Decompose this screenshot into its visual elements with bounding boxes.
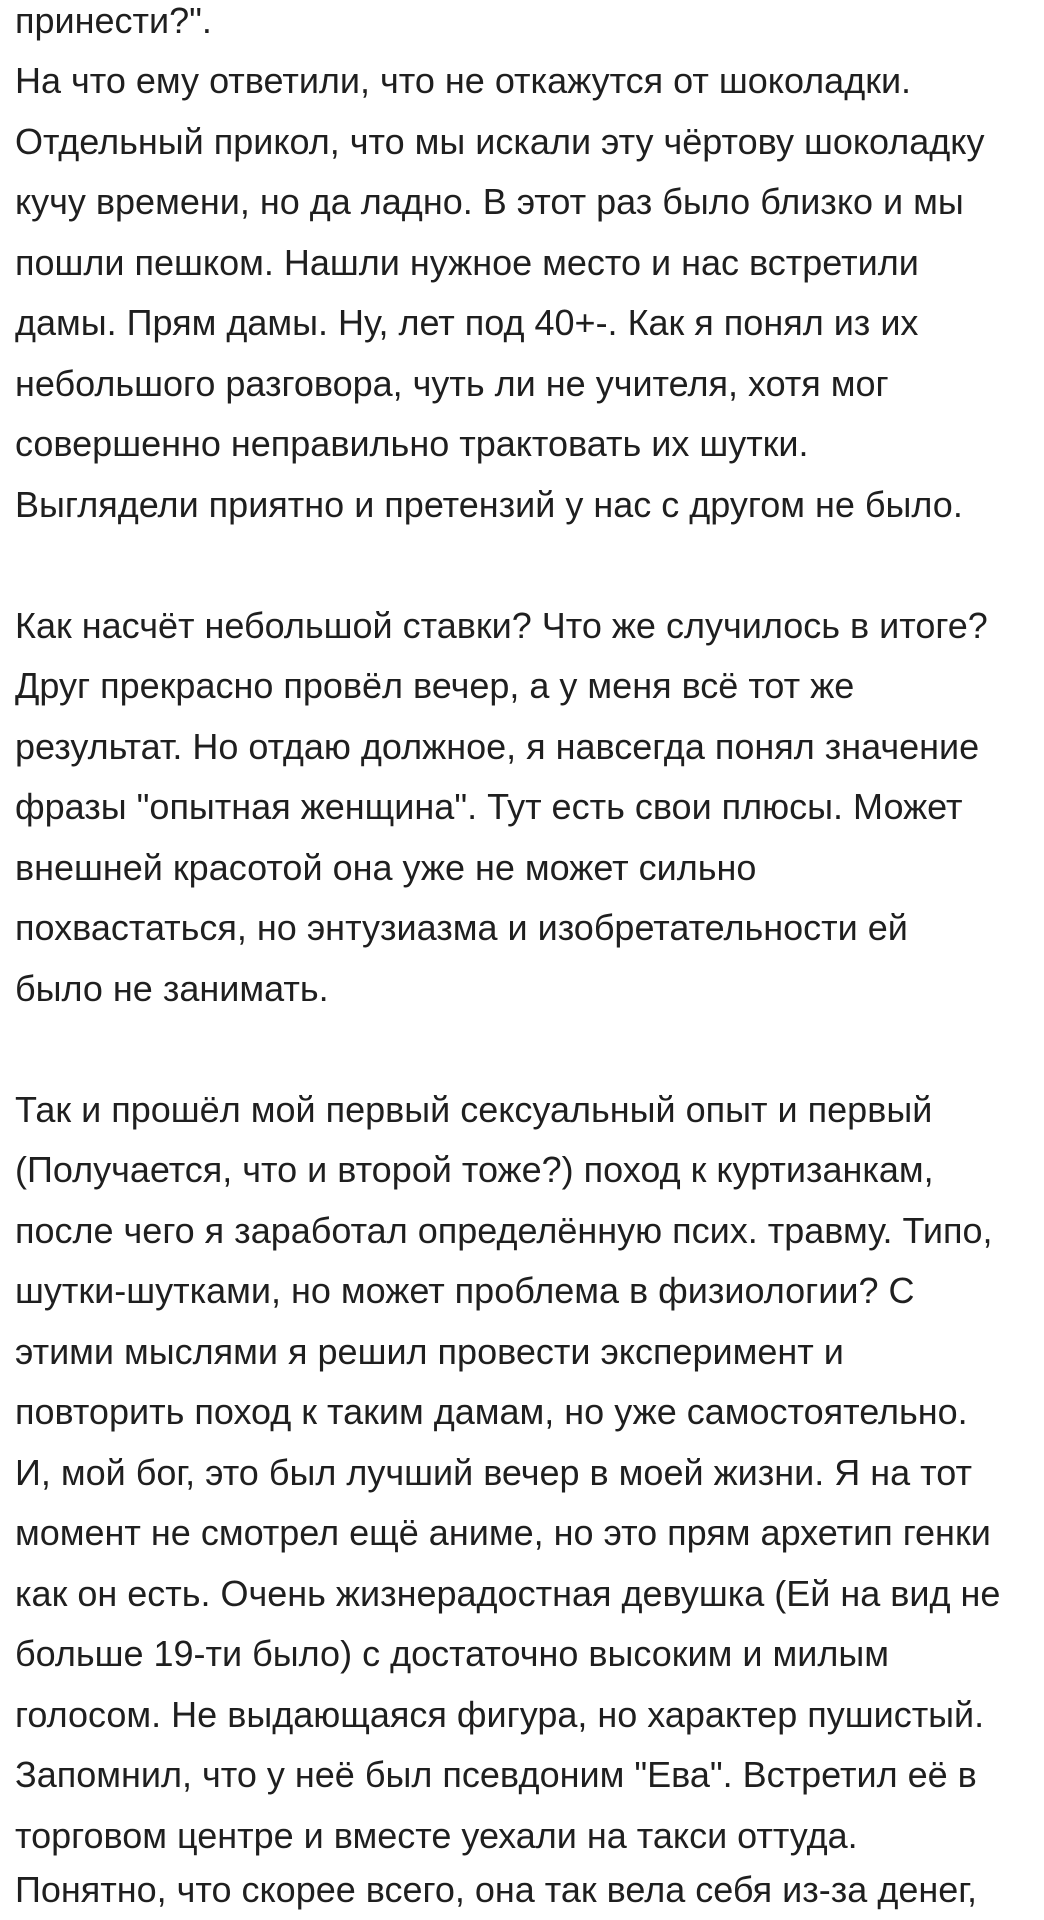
text-line: дамы. Прям дамы. Ну, лет под 40+-. Как я понял из их: [15, 302, 919, 343]
text-line: голосом. Не выдающаяся фигура, но характер пушистый.: [15, 1694, 985, 1735]
text-line: Запомнил, что у неё был псевдоним "Ева". Встретил её в: [15, 1754, 977, 1795]
text-line: повторить поход к таким дамам, но уже самостоятельно.: [15, 1391, 968, 1432]
text-line: похвастаться, но энтузиазма и изобретательности ей: [15, 907, 908, 948]
text-line: результат. Но отдаю должное, я навсегда понял значение: [15, 726, 980, 767]
text-line: больше 19-ти было) с достаточно высоким и милым: [15, 1633, 890, 1674]
text-line: шутки-шутками, но может проблема в физиологии? С: [15, 1270, 915, 1311]
text-line: Так и прошёл мой первый сексуальный опыт и первый: [15, 1089, 933, 1130]
text-line: после чего я заработал определённую псих. травму. Типо,: [15, 1210, 993, 1251]
text-line: пошли пешком. Нашли нужное место и нас встретили: [15, 242, 919, 283]
text-line: Друг прекрасно провёл вечер, а у меня всё тот же: [15, 665, 855, 706]
text-line: этими мыслями я решил провести эксперимент и: [15, 1331, 844, 1372]
text-line: совершенно неправильно трактовать их шутки.: [15, 423, 809, 464]
text-line: Как насчёт небольшой ставки? Что же случилось в итоге?: [15, 605, 988, 646]
text-line: принести?".: [15, 0, 212, 41]
text-line: кучу времени, но да ладно. В этот раз было близко и мы: [15, 181, 964, 222]
text-line: фразы "опытная женщина". Тут есть свои плюсы. Может: [15, 786, 963, 827]
text-line: И, мой бог, это был лучший вечер в моей жизни. Я на тот: [15, 1452, 972, 1493]
text-line: внешней красотой она уже не может сильно: [15, 847, 757, 888]
text-line: момент не смотрел ещё аниме, но это прям архетип генки: [15, 1512, 991, 1553]
text-line: торговом центре и вместе уехали на такси оттуда.: [15, 1815, 858, 1856]
text-line: Понятно, что скорее всего, она так вела себя из-за денег,: [15, 1869, 977, 1910]
text-line: как он есть. Очень жизнерадостная девушка (Ей на вид не: [15, 1573, 1001, 1614]
text-line: небольшого разговора, чуть ли не учителя, хотя мог: [15, 363, 889, 404]
text-line: (Получается, что и второй тоже?) поход к куртизанкам,: [15, 1149, 934, 1190]
text-line: Отдельный прикол, что мы искали эту чёртову шоколадку: [15, 121, 985, 162]
text-line: Выглядели приятно и претензий у нас с другом не было.: [15, 484, 963, 525]
text-line: На что ему ответили, что не откажутся от шоколадки.: [15, 60, 912, 101]
text-line: было не занимать.: [15, 968, 329, 1009]
